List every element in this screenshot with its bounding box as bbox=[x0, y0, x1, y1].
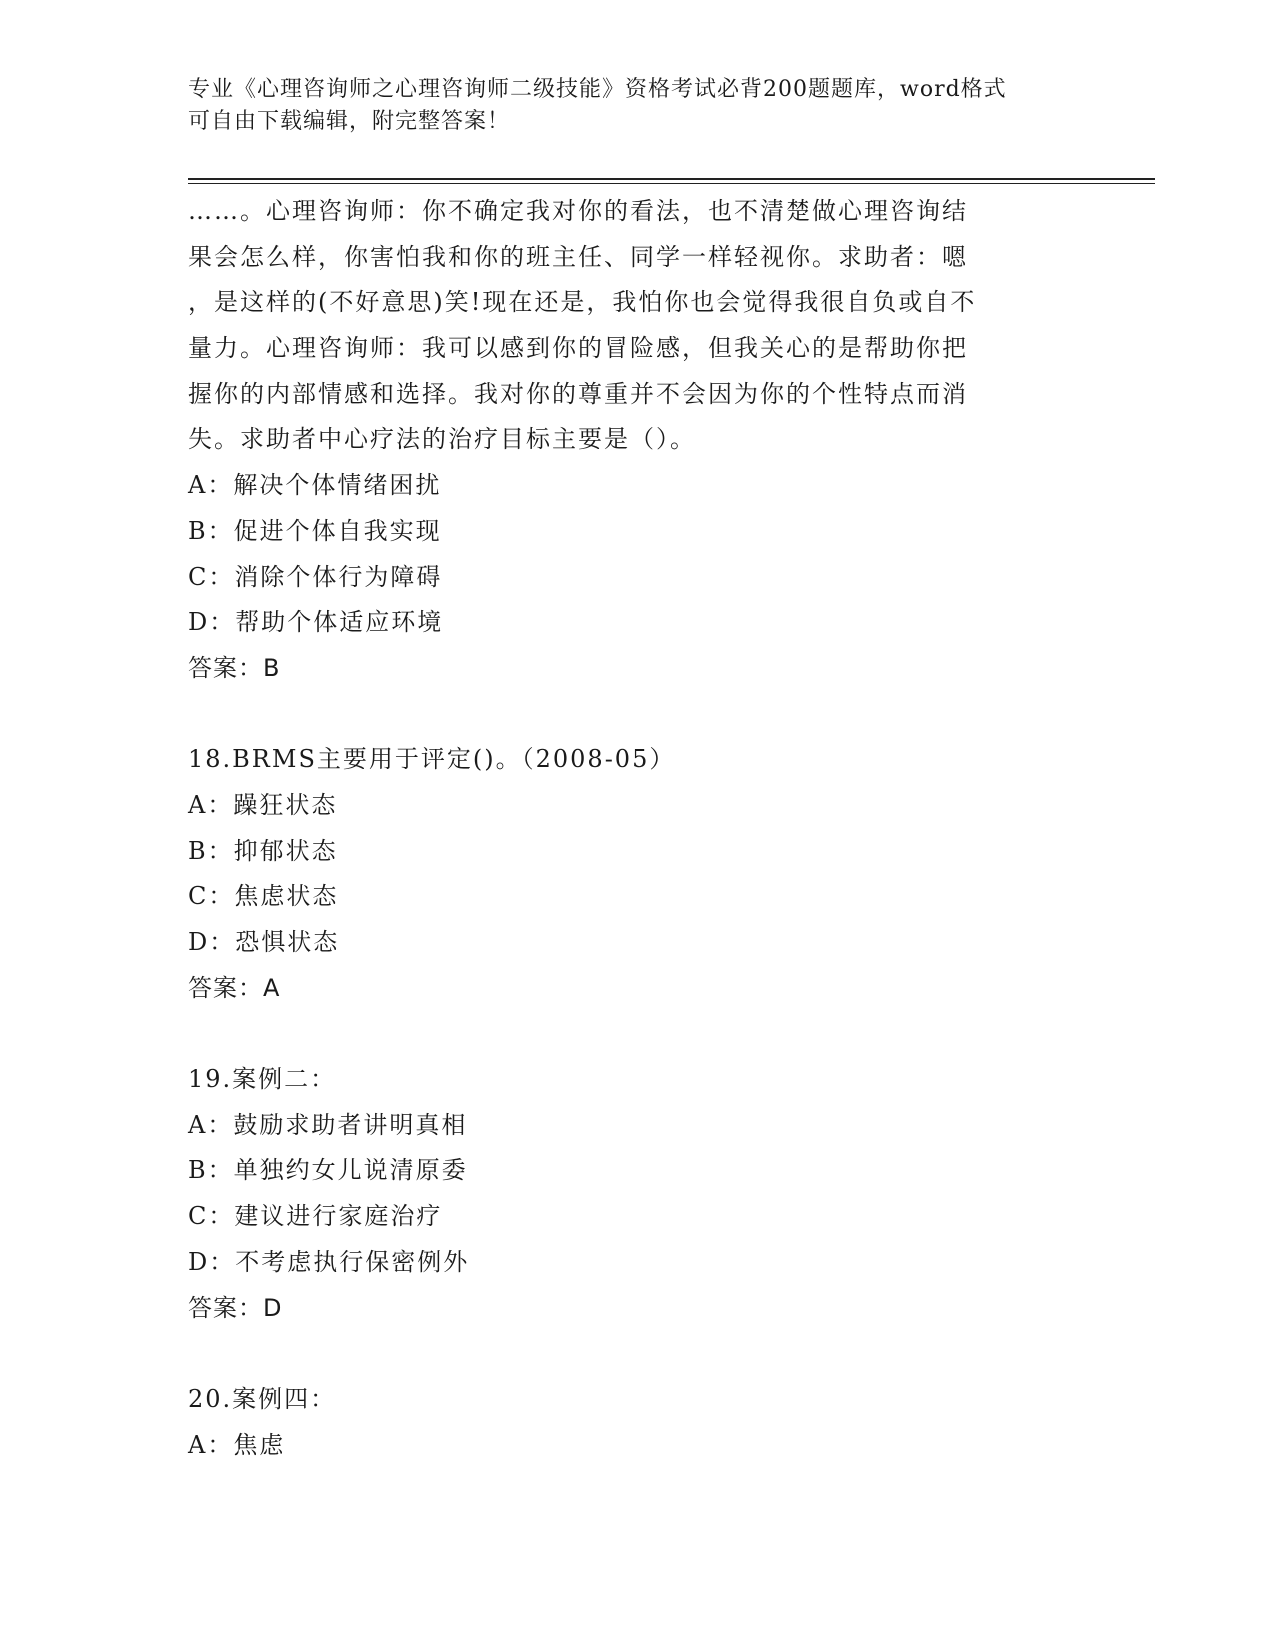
passage-line: ，是这样的(不好意思)笑!现在还是，我怕你也会觉得我很自负或自不 bbox=[188, 288, 977, 317]
document-header bbox=[188, 74, 1088, 138]
passage-line: 量力。心理咨询师：我可以感到你的冒险感，但我关心的是帮助你把 bbox=[188, 334, 968, 363]
option-d: D：恐惧状态 bbox=[188, 928, 340, 956]
option-c: C：建议进行家庭治疗 bbox=[188, 1202, 443, 1231]
spacer bbox=[188, 1331, 1088, 1377]
option-c: C：消除个体行为障碍 bbox=[188, 562, 443, 591]
document-body bbox=[188, 189, 1088, 1468]
spacer bbox=[188, 1011, 1088, 1057]
question-title: 19.案例二： bbox=[188, 1065, 337, 1094]
answer-line: 答案：D bbox=[188, 1293, 283, 1322]
option-b: B：单独约女儿说清原委 bbox=[188, 1156, 468, 1185]
passage-line: 失。求助者中心疗法的治疗目标主要是（）。 bbox=[188, 425, 696, 454]
option-b: B：促进个体自我实现 bbox=[188, 516, 442, 545]
header-divider-thick bbox=[188, 178, 1155, 180]
passage-line: 握你的内部情感和选择。我对你的尊重并不会因为你的个性特点而消 bbox=[188, 379, 968, 408]
question-19 bbox=[188, 1057, 1088, 1331]
option-a: A：焦虑 bbox=[188, 1430, 286, 1459]
option-d: D：帮助个体适应环境 bbox=[188, 608, 444, 637]
question-title: 18.BRMS主要用于评定()。（2008-05） bbox=[188, 745, 676, 774]
answer-line: 答案：B bbox=[188, 653, 281, 682]
answer-line: 答案：A bbox=[188, 973, 281, 1002]
header-title-line-2: 可自由下载编辑，附完整答案！ bbox=[188, 109, 511, 134]
question-title: 20.案例四： bbox=[188, 1384, 337, 1413]
question-18 bbox=[188, 737, 1088, 1011]
question-17-continued bbox=[188, 189, 1088, 692]
header-title-line-1: 专业《心理咨询师之心理咨询师二级技能》资格考试必背200题题库，word格式 bbox=[188, 77, 1007, 102]
option-a: A：解决个体情绪困扰 bbox=[188, 471, 442, 500]
spacer bbox=[188, 692, 1088, 738]
option-a: A：躁狂状态 bbox=[188, 790, 338, 819]
option-b: B：抑郁状态 bbox=[188, 836, 338, 865]
passage-line: ……。心理咨询师：你不确定我对你的看法，也不清楚做心理咨询结 bbox=[188, 197, 968, 225]
header-divider-thin bbox=[188, 183, 1155, 184]
question-20 bbox=[188, 1377, 1088, 1468]
option-c: C：焦虑状态 bbox=[188, 882, 339, 911]
passage-line: 果会怎么样，你害怕我和你的班主任、同学一样轻视你。求助者：嗯 bbox=[188, 242, 968, 271]
option-d: D：不考虑执行保密例外 bbox=[188, 1247, 470, 1276]
option-a: A：鼓励求助者讲明真相 bbox=[188, 1110, 468, 1139]
